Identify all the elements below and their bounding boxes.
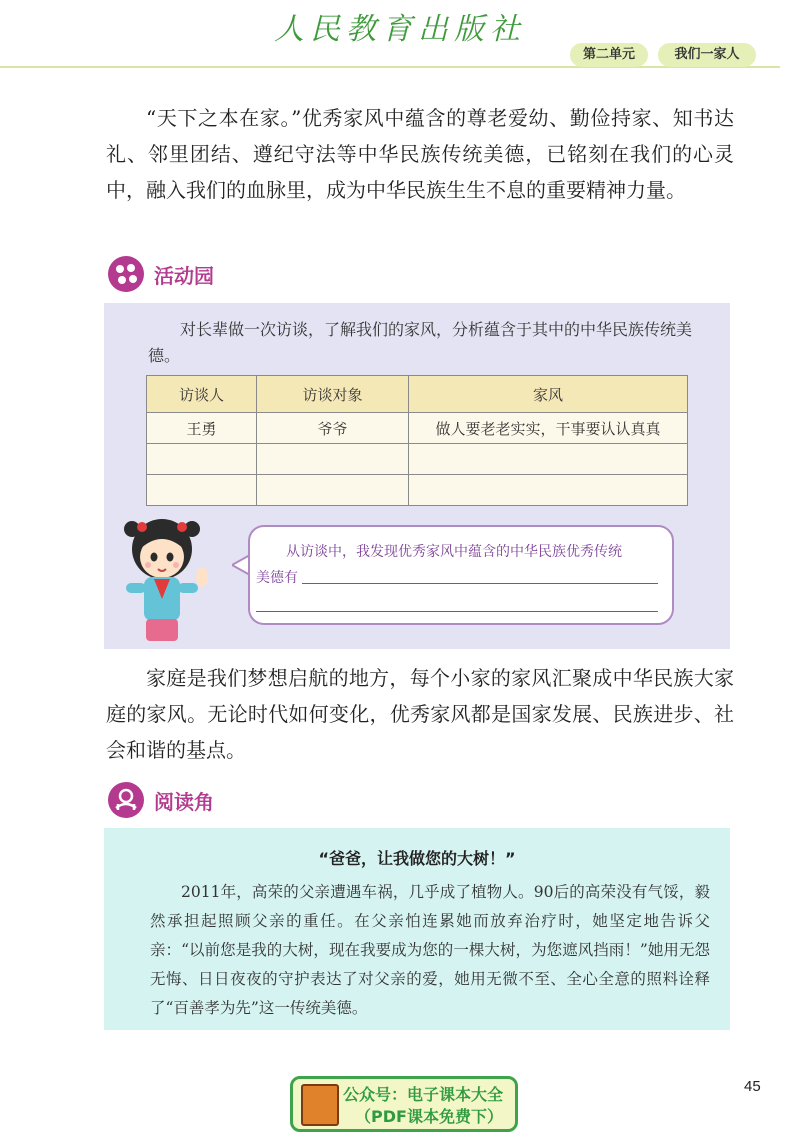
watermark-line1: 公众号：电子课本大全	[343, 1085, 504, 1104]
activity-icon	[108, 256, 144, 292]
table-cell[interactable]	[409, 475, 688, 506]
bubble-prompt-line1: 从访谈中，我发现优秀家风中蕴含的中华民族优秀传统	[286, 544, 622, 560]
reading-section-title: 阅读角	[154, 790, 214, 814]
table-cell: 做人要老老实实，干事要认认真真	[409, 413, 688, 444]
header-divider	[0, 66, 780, 68]
watermark-banner	[290, 1076, 518, 1132]
intro-paragraph: “天下之本在家。”优秀家风中蕴含的尊老爱幼、勤俭持家、知书达礼、邻里团结、遵纪守法等中华民族传统美德，已铭刻在我们的心灵中，融入我们的血脉里，成为中华民族生生不息的重要精神力量。	[106, 106, 734, 202]
answer-blank-line[interactable]	[256, 611, 658, 612]
activity-instruction: 对长辈做一次访谈，了解我们的家风，分析蕴含于其中的中华民族传统美德。	[148, 320, 693, 365]
speech-bubble	[248, 525, 674, 625]
interview-table	[146, 375, 688, 506]
table-header-row	[147, 376, 688, 413]
table-cell: 王勇	[147, 413, 257, 444]
table-cell[interactable]	[257, 475, 409, 506]
bubble-prompt-line2: 美德有	[256, 570, 298, 586]
girl-illustration	[118, 515, 218, 649]
reading-box	[104, 828, 730, 1030]
table-cell[interactable]	[147, 444, 257, 475]
page-number: 45	[744, 1078, 761, 1095]
family-paragraph: 家庭是我们梦想启航的地方，每个小家的家风汇聚成中华民族大家庭的家风。无论时代如何变化，优秀家风都是国家发展、民族进步、社会和谐的基点。	[106, 666, 734, 762]
table-row	[147, 444, 688, 475]
answer-blank-line[interactable]	[302, 583, 658, 584]
story-text: 2011年，高荣的父亲遭遇车祸，几乎成了植物人。90后的高荣没有气馁，毅然承担起照顾父亲的重任。在父亲怕连累她而放弃治疗时，她坚定地告诉父亲：“以前您是我的大树，现在我要成为您的一棵大树，为您遮风挡雨！”她用无怨无悔、日日夜夜的守护表达了对父亲的爱，她用无微不至、全心全意的照料诠释了“百善孝为先”这一传统美德。	[150, 883, 710, 1017]
activity-section-title: 活动园	[154, 264, 214, 288]
table-row	[147, 475, 688, 506]
unit-badge: 第二单元	[570, 43, 648, 67]
story-title: “爸爸，让我做您的大树！”	[318, 849, 516, 868]
lesson-badge: 我们一家人	[658, 43, 756, 67]
book-icon	[301, 1084, 339, 1126]
table-cell[interactable]	[257, 444, 409, 475]
table-header-cell: 家风	[409, 376, 688, 413]
table-header-cell: 访谈对象	[257, 376, 409, 413]
table-cell[interactable]	[409, 444, 688, 475]
table-cell[interactable]	[147, 475, 257, 506]
table-cell: 爷爷	[257, 413, 409, 444]
watermark-line2: （PDF课本免费下）	[355, 1107, 503, 1126]
table-row	[147, 413, 688, 444]
activity-box	[104, 303, 730, 649]
table-header-cell: 访谈人	[147, 376, 257, 413]
reading-icon	[108, 782, 144, 818]
publisher-logo: 人民教育出版社	[274, 12, 526, 47]
